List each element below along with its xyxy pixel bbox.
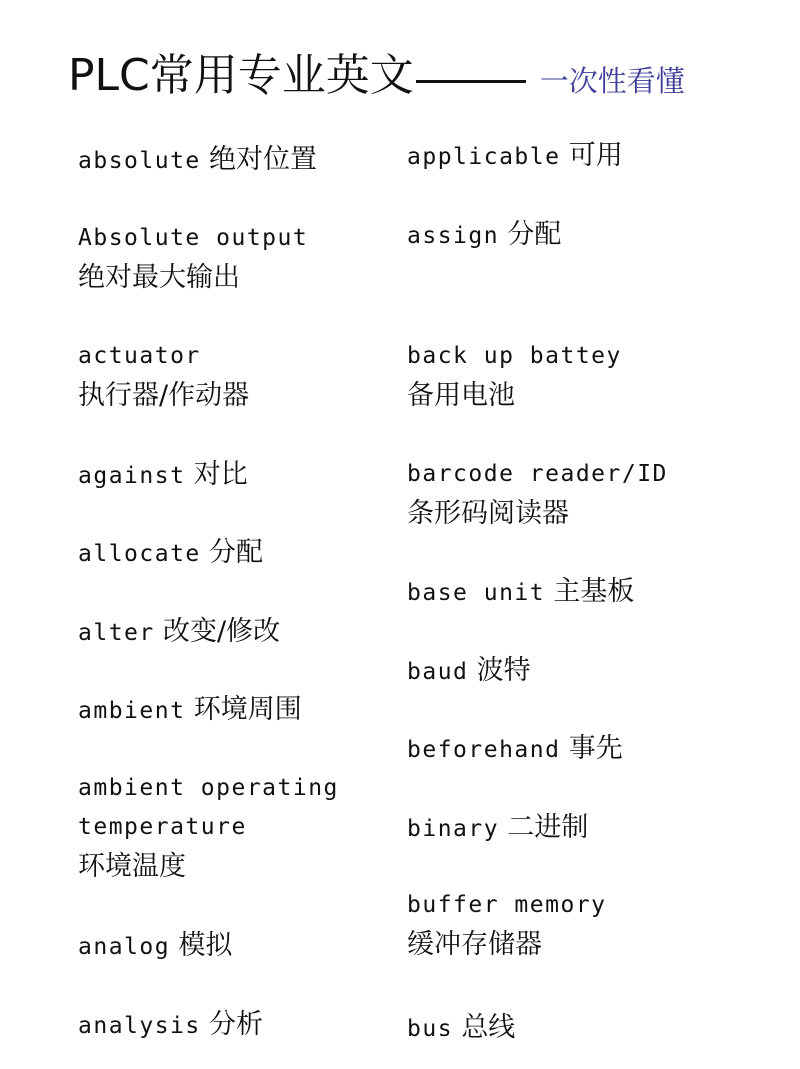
term-chinese: 改变/修改 [163,616,281,647]
term-english: ambient [78,698,186,724]
term-chinese: 缓冲存储器 [407,929,542,960]
term-entry [407,651,531,692]
term-chinese: 可用 [568,140,623,171]
term-chinese: 分析 [209,1009,264,1040]
title-main: PLC常用专业英文 [68,50,414,101]
term-entry [78,769,339,886]
term-entry [407,455,668,533]
term-chinese: 对比 [193,459,248,490]
term-english: alter [78,620,155,646]
page-title [68,46,685,106]
term-chinese: 总线 [461,1012,516,1043]
term-chinese: 备用电池 [407,380,515,411]
term-english: assign [407,223,500,249]
term-chinese: 绝对最大输出 [78,262,240,293]
term-english: absolute [78,148,201,174]
term-english: binary [407,816,500,842]
term-entry [407,1008,515,1049]
term-english: applicable [407,144,561,170]
term-entry [407,337,622,415]
term-english: barcode reader/ID [407,461,668,487]
title-subtitle: 一次性看懂 [539,64,685,98]
term-chinese: 环境温度 [78,851,186,882]
title-dash-divider [416,80,526,83]
term-entry [78,690,302,731]
term-chinese: 环境周围 [193,694,302,725]
term-english: analog [78,934,171,960]
term-chinese: 绝对位置 [209,144,318,175]
term-english: base unit [407,580,546,606]
term-english: allocate [78,541,201,567]
term-chinese: 条形码阅读器 [407,498,569,529]
term-entry [407,808,588,849]
term-entry [407,886,607,964]
term-entry [78,219,308,297]
term-chinese: 分配 [209,537,264,568]
term-english: bus [407,1016,454,1042]
term-chinese: 二进制 [507,812,589,843]
term-english: actuator [78,343,201,369]
term-chinese: 执行器/作动器 [78,380,250,411]
term-entry [78,337,249,415]
term-entry [78,926,232,967]
term-english-line1: ambient operating [78,775,339,801]
term-entry [407,729,623,770]
term-english: analysis [78,1013,201,1039]
term-entry [78,612,280,653]
term-english: beforehand [407,737,561,763]
term-english: buffer memory [407,892,607,918]
term-entry [407,136,623,177]
term-chinese: 主基板 [553,576,635,607]
term-english: against [78,463,186,489]
term-entry [78,1005,263,1046]
term-entry [78,533,263,574]
term-entry [78,455,248,496]
term-entry [407,572,634,613]
term-entry [78,140,317,181]
term-english: back up battey [407,343,622,369]
term-chinese: 分配 [507,219,562,250]
term-chinese: 波特 [476,655,531,686]
term-english: Absolute output [78,225,309,251]
term-chinese: 模拟 [178,930,233,961]
term-english-line2: temperature [78,814,247,840]
term-chinese: 事先 [568,733,623,764]
term-entry [407,215,561,256]
term-english: baud [407,659,469,685]
